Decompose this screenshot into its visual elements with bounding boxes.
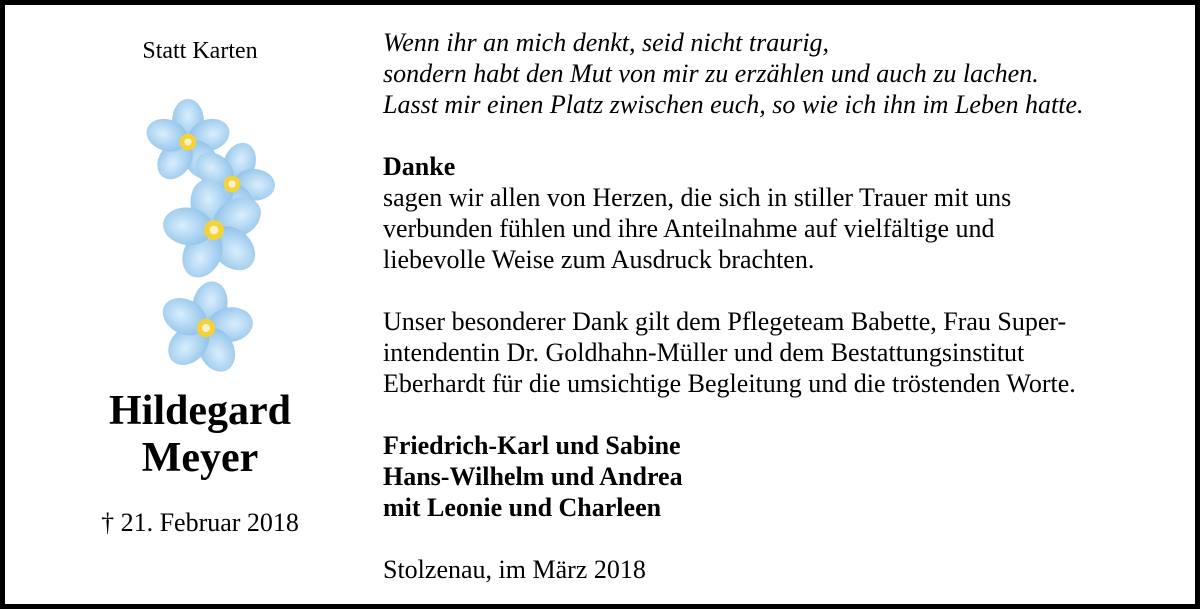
thanks-heading: Danke — [383, 152, 456, 181]
deceased-last-name: Meyer — [141, 435, 259, 481]
poem-line: sondern habt den Mut von mir zu erzählen und auch zu lachen. — [383, 59, 1039, 88]
death-date: † 21. Februar 2018 — [101, 508, 299, 537]
place-date: Stolzenau, im März 2018 — [383, 555, 646, 584]
signer-line: Hans-Wilhelm und Andrea — [383, 462, 683, 491]
signers — [383, 430, 1183, 523]
text-line: liebevolle Weise zum Ausdruck brachten. — [383, 245, 815, 274]
flower-4 — [148, 273, 263, 382]
signer-line: mit Leonie und Charleen — [383, 493, 662, 522]
forget-me-not-flowers-icon — [130, 92, 290, 382]
text-line: sagen wir allen von Herzen, die sich in stiller Trauer mit uns — [383, 183, 1012, 212]
text-line: intendentin Dr. Goldhahn-Müller und dem Bestattungsinstitut — [383, 338, 1025, 367]
text-line: Unser besonderer Dank gilt dem Pflegeteam Babette, Frau Super- — [383, 307, 1067, 336]
right-column — [383, 27, 1183, 585]
deceased-first-name: Hildegard — [108, 388, 291, 434]
left-column — [10, 10, 390, 609]
deceased-name — [10, 388, 390, 482]
thanks-paragraph-2 — [383, 306, 1183, 399]
statt-karten-label: Statt Karten — [142, 38, 258, 64]
text-line: verbunden fühlen und ihre Anteilnahme auf vielfältige und — [383, 214, 995, 243]
poem-line: Lasst mir einen Platz zwischen euch, so wie ich ihn im Leben hatte. — [383, 90, 1084, 119]
text-line: Eberhardt für die umsichtige Begleitung und die tröstenden Worte. — [383, 369, 1076, 398]
signer-line: Friedrich-Karl und Sabine — [383, 431, 681, 460]
poem-line: Wenn ihr an mich denkt, seid nicht traurig, — [383, 28, 830, 57]
poem — [383, 27, 1183, 120]
thanks-paragraph-1 — [383, 182, 1183, 275]
